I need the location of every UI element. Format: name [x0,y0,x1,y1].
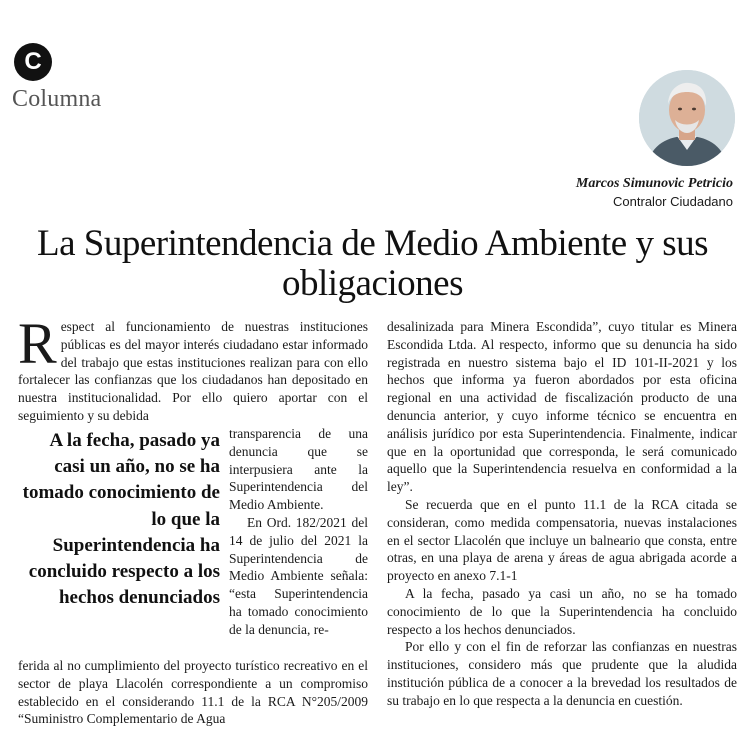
author-portrait-image [639,70,735,166]
section-label: Columna [12,86,102,112]
drop-cap: R [18,311,57,376]
body-column-2 [387,318,737,710]
paragraph: ferida al no cumplimiento del proyecto turístico recreativo en el sector de playa Llacolén correspondiente a un compromiso establecido en el considerando 11.1 de la RCA N°205/2009 “Suministro Complementario de Agua [18,658,368,727]
column-badge: C [14,43,52,81]
body-column-1-narrow [229,425,368,639]
author-name: Marcos Simunovic Petricio [575,176,733,191]
article-title: La Superintendencia de Medio Ambiente y sus obligaciones [36,223,709,304]
paragraph: En Ord. 182/2021 del 14 de julio del 2021 la Superintendencia de Medio Ambiente señala: “esta Superintendencia ha tomado conocimiento de la denuncia, re- [229,514,368,637]
author-role: Contralor Ciudadano [613,194,733,209]
author-byline [576,176,733,209]
paragraph: Se recuerda que en el punto 11.1 de la RCA citada se consideran, como medida compensatoria, nuevas instalaciones en el sector Llacolén que incluye un balneario que consta, entre otras, en una playa de arena y áreas de agua abrigada acorde a proyecto en anexo 7.1-1 [387,496,737,584]
paragraph: Por ello y con el fin de reforzar las confianzas en nuestras instituciones, considero más que prudente que la aludida institución pública de a conocer a la brevedad los resultados de su trabajo en lo que respecta a la denuncia en cuestión. [387,639,737,708]
body-column-1-bottom [18,657,368,728]
paragraph: desalinizada para Minera Escondida”, cuyo titular es Minera Escondida Ltda. Al respecto, informo que su denuncia ha sido registrada en nuestro sistema bajo el ID 101-II-2021 y los hechos que informa ya fueron abordados por esta oficina regional en una actividad de fiscalización producto de una denuncia anterior, y cuyo informe técnico se encuentra en análisis jurídico por esta Superintendencia. Finalmente, indicar que en la oportunidad que corresponda, le será comunicado aquello que la Superintendencia resuelva en conformidad a la ley”. [387,319,737,495]
paragraph: A la fecha, pasado ya casi un año, no se ha tomado conocimiento de lo que la Superintendencia ha concluido respecto a los hechos denunciados. [387,585,737,637]
paragraph-text: espect al funcionamiento de nuestras instituciones públicas es del mayor interés ciudadano estar informado del trabajo que estas instituciones realizan para con ello fortalecer las confianzas que los ciudadanos han depositado en nuestra institucionalidad. Por ello quiero aportar con el seguimiento y su debida [18,319,368,423]
paragraph [18,311,368,425]
body-column-1-top [18,311,368,425]
paragraph: transparencia de una denuncia que se interpusiera ante la Superintendencia del Medio Ambiente. [229,426,368,513]
pull-quote: A la fecha, pasado ya casi un año, no se ha tomado conocimiento de lo que la Superintendencia ha concluido respecto a los hechos denunciados [22,430,220,609]
author-photo [639,70,735,166]
